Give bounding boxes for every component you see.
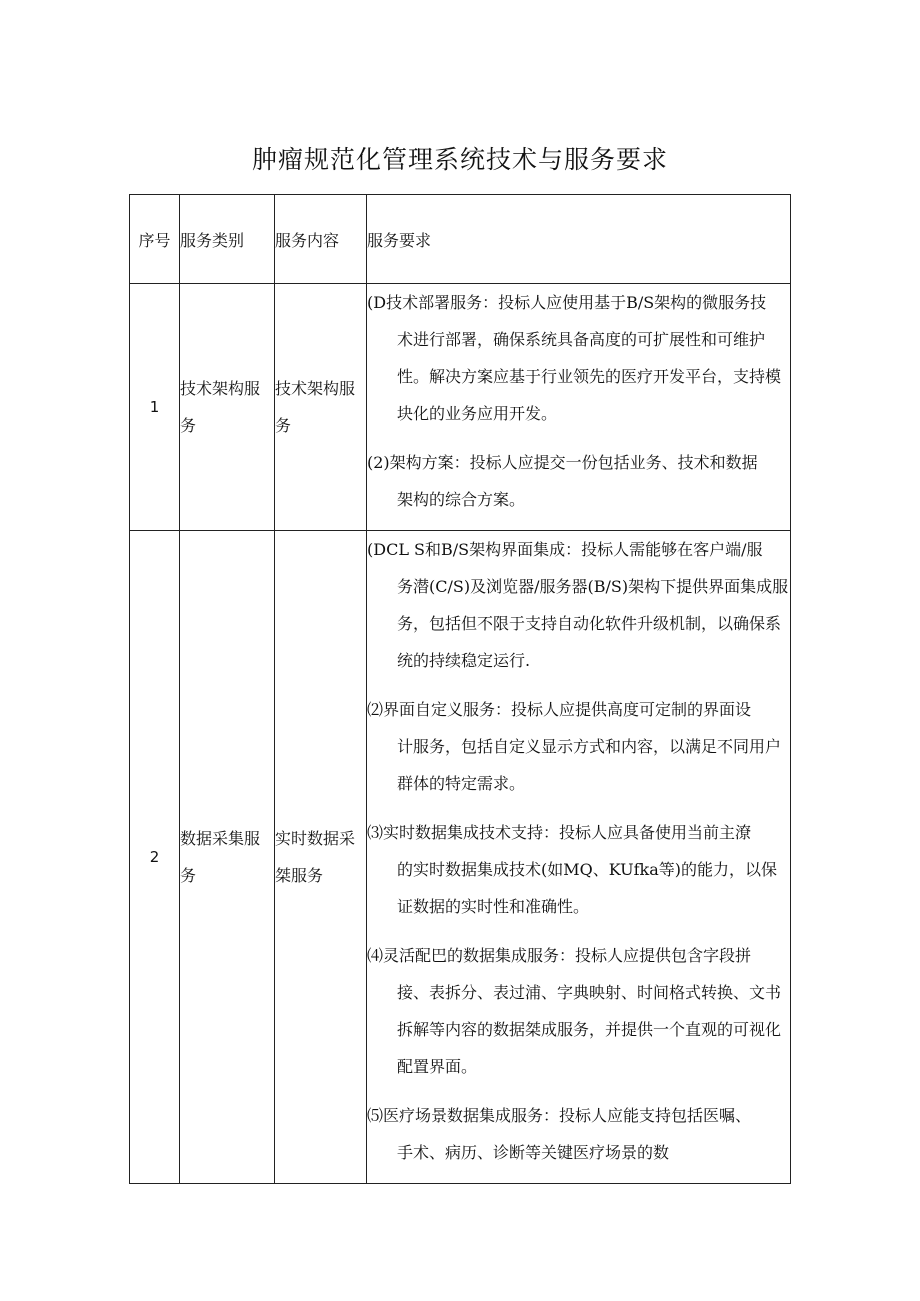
requirement-first-line: ⑵界面自定义服务：投标人应提供高度可定制的界面设 (367, 700, 752, 719)
requirement-item (367, 284, 790, 432)
requirement-item (367, 937, 790, 1085)
row-content: 实时数据采桀服务 (275, 531, 367, 1184)
row-requirements (367, 284, 791, 531)
header-category: 服务类别 (180, 195, 275, 284)
row-requirements (367, 531, 791, 1184)
requirement-continuation: 手术、病历、诊断等关键医疗场景的数 (397, 1143, 670, 1162)
table-row (130, 531, 791, 1184)
requirement-item (367, 814, 790, 925)
requirement-continuation: 务潜(C/S)及浏览器/服务器(B/S)架构下提供界面集成服务，包括但不限于支持自动化软件升级机制，以确保系统的持续稳定运行. (397, 577, 789, 670)
header-content: 服务内容 (275, 195, 367, 284)
requirement-item (367, 1097, 790, 1171)
row-category: 技术架构服务 (180, 284, 275, 531)
requirement-first-line: (2)架构方案：投标人应提交一份包括业务、技术和数据 (367, 453, 758, 472)
requirement-continuation: 术进行部署，确保系统具备高度的可扩展性和可维护性。解决方案应基于行业领先的医疗开发平台，支持模块化的业务应用开发。 (397, 330, 782, 423)
requirement-item (367, 444, 790, 518)
requirement-continuation: 接、表拆分、表过浦、字典映射、时间格式转换、文书拆解等内容的数据桀成服务，并提供一个直观的可视化配置界面。 (397, 983, 782, 1076)
row-content: 技术架构服务 (275, 284, 367, 531)
header-index: 序号 (130, 195, 180, 284)
requirement-continuation: 架构的综合方案。 (397, 490, 526, 509)
row-index: 2 (130, 531, 180, 1184)
header-requirements: 服务要求 (367, 195, 791, 284)
requirement-first-line: (DCL S和B/S架构界面集成：投标人需能够在客户端/服 (367, 540, 763, 559)
requirement-item (367, 531, 790, 679)
requirement-first-line: ⑸医疗场景数据集成服务：投标人应能支持包括医嘱、 (367, 1106, 752, 1125)
requirement-continuation: 的实时数据集成技术(如MQ、KUfka等)的能力，以保证数据的实时性和准确性。 (397, 860, 778, 916)
row-category: 数据采集服务 (180, 531, 275, 1184)
document-title: 肿瘤规范化管理系统技术与服务要求 (251, 145, 668, 174)
row-index: 1 (130, 284, 180, 531)
requirement-first-line: ⑷灵活配巴的数据集成服务：投标人应提供包含字段拼 (367, 946, 752, 965)
requirements-table (129, 194, 791, 1184)
requirement-continuation: 计服务，包括自定义显示方式和内容，以满足不同用户群体的特定需求。 (397, 737, 782, 793)
requirement-first-line: (D技术部署服务：投标人应使用基于B/S架构的微服务技 (367, 293, 767, 312)
requirement-item (367, 691, 790, 802)
requirement-first-line: ⑶实时数据集成技术支持：投标人应具备使用当前主潦 (367, 823, 752, 842)
table-header-row (130, 195, 791, 284)
table-row (130, 284, 791, 531)
